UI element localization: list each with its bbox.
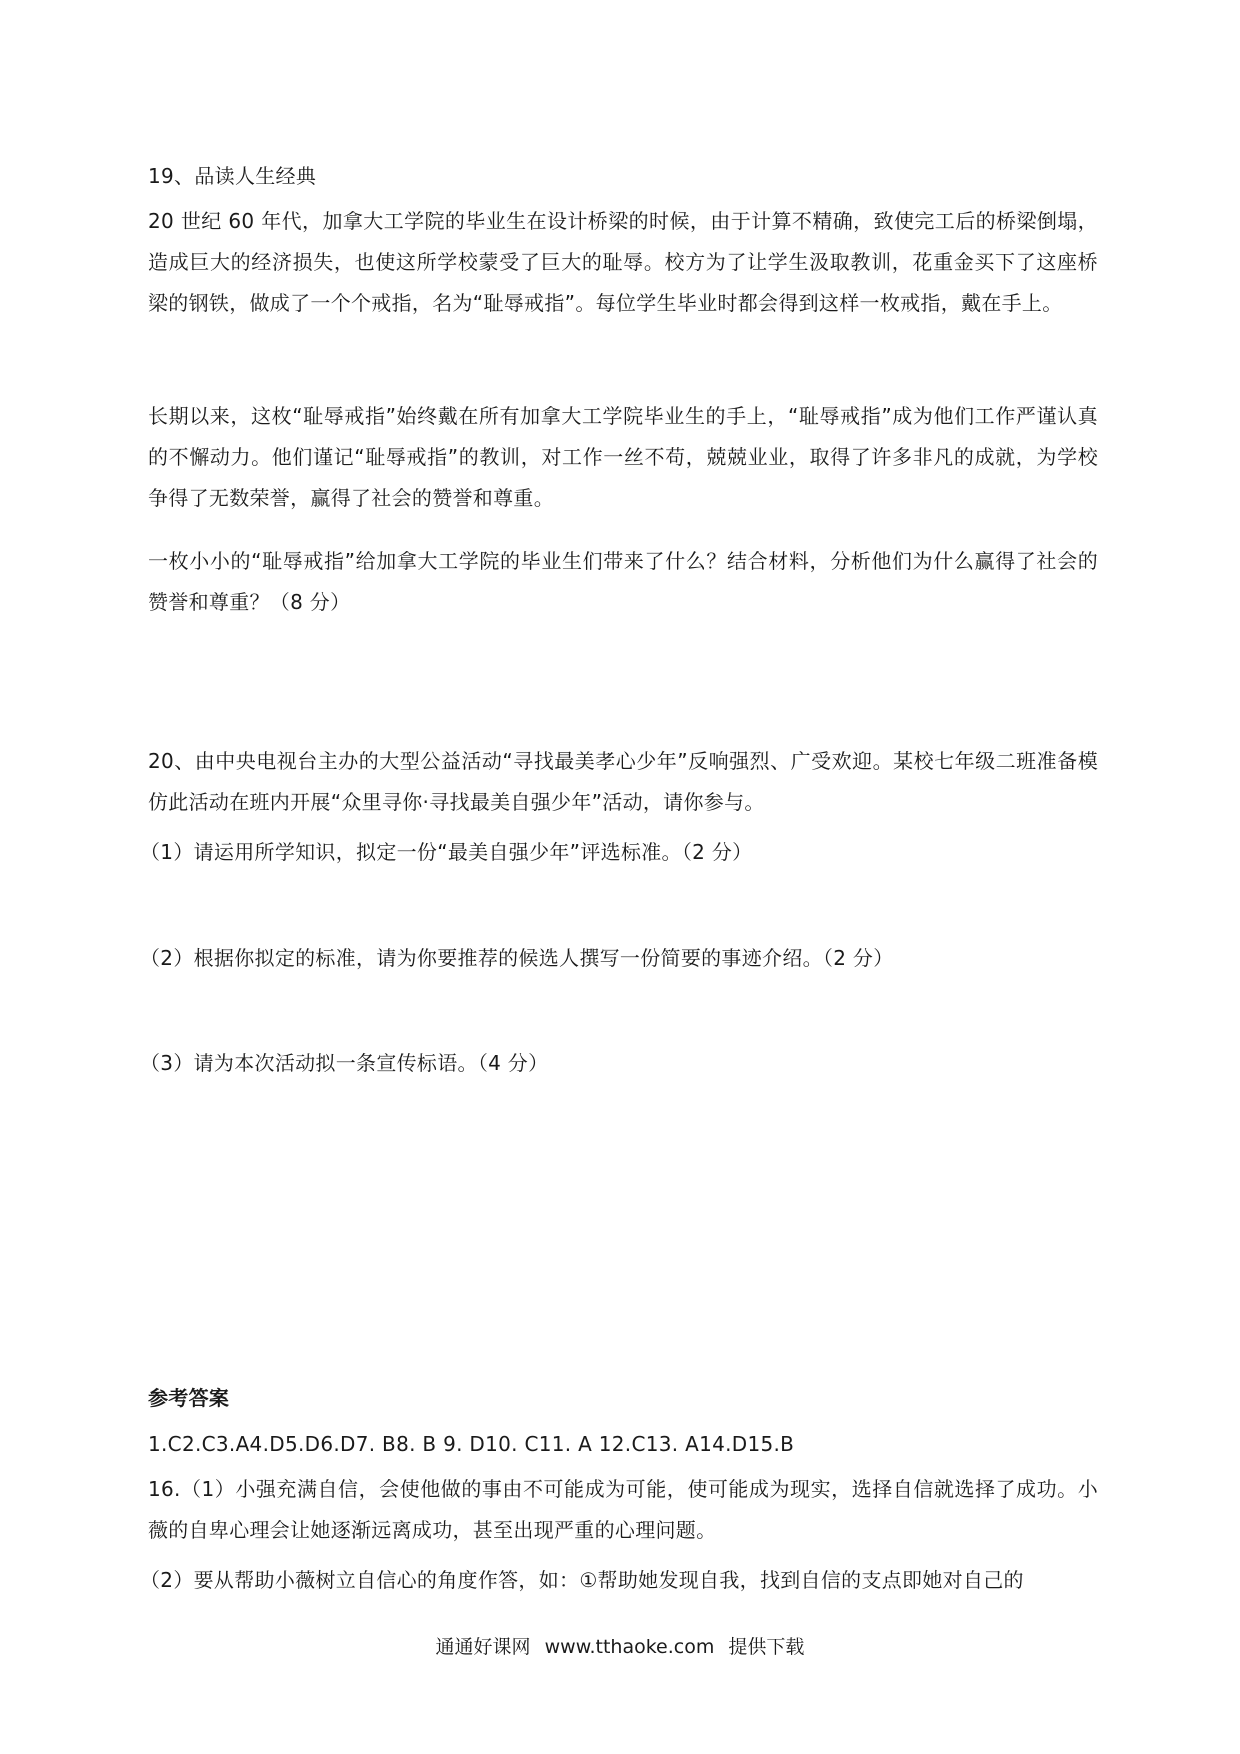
answer-16-part-2: （2）要从帮助小薇树立自信心的角度作答，如：①帮助她发现自我，找到自信的支点即她对自己的: [140, 1568, 1024, 1592]
answers-multiple-choice: 1.C2.C3.A4.D5.D6.D7. B8. B 9. D10. C11. A 12.C13. A14.D15.B: [148, 1432, 795, 1456]
footer-note: 提供下载: [728, 1636, 805, 1658]
q20-sub-question-1: （1）请运用所学知识，拟定一份“最美自强少年”评选标准。（2 分）: [140, 840, 753, 864]
page-footer: [0, 1632, 1240, 1662]
q19-question: 一枚小小的“耻辱戒指”给加拿大工学院的毕业生们带来了什么？结合材料，分析他们为什么赢得了社会的赞誉和尊重？（8 分）: [148, 549, 1098, 614]
answer-16-part-1: 16.（1）小强充满自信，会使他做的事由不可能成为可能，使可能成为现实，选择自信就选择了成功。小薇的自卑心理会让她逐渐远离成功，甚至出现严重的心理问题。: [148, 1477, 1098, 1542]
q20-sub-question-2: （2）根据你拟定的标准，请为你要推荐的候选人撰写一份简要的事迹介绍。（2 分）: [140, 946, 894, 970]
answers-heading: 参考答案: [148, 1386, 230, 1410]
q19-paragraph-1: 20 世纪 60 年代，加拿大工学院的毕业生在设计桥梁的时候，由于计算不精确，致使完工后的桥梁倒塌，造成巨大的经济损失，也使这所学校蒙受了巨大的耻辱。校方为了让学生汲取教训，花重金买下了这座桥梁的钢铁，做成了一个个戒指，名为“耻辱戒指”。每位学生毕业时都会得到这样一枚戒指，戴在手上。: [148, 209, 1098, 315]
q19-title: 19、品读人生经典: [148, 164, 317, 188]
q19-paragraph-2: 长期以来，这枚“耻辱戒指”始终戴在所有加拿大工学院毕业生的手上，“耻辱戒指”成为他们工作严谨认真的不懈动力。他们谨记“耻辱戒指”的教训，对工作一丝不苟，兢兢业业，取得了许多非凡的成就，为学校争得了无数荣誉，赢得了社会的赞誉和尊重。: [148, 404, 1098, 510]
q20-sub-question-3: （3）请为本次活动拟一条宣传标语。（4 分）: [140, 1051, 549, 1075]
footer-site-name: 通通好课网: [435, 1636, 531, 1658]
footer-url[interactable]: www.tthaoke.com: [544, 1636, 715, 1658]
q20-stem: 20、由中央电视台主办的大型公益活动“寻找最美孝心少年”反响强烈、广受欢迎。某校七年级二班准备模仿此活动在班内开展“众里寻你·寻找最美自强少年”活动，请你参与。: [148, 749, 1098, 814]
